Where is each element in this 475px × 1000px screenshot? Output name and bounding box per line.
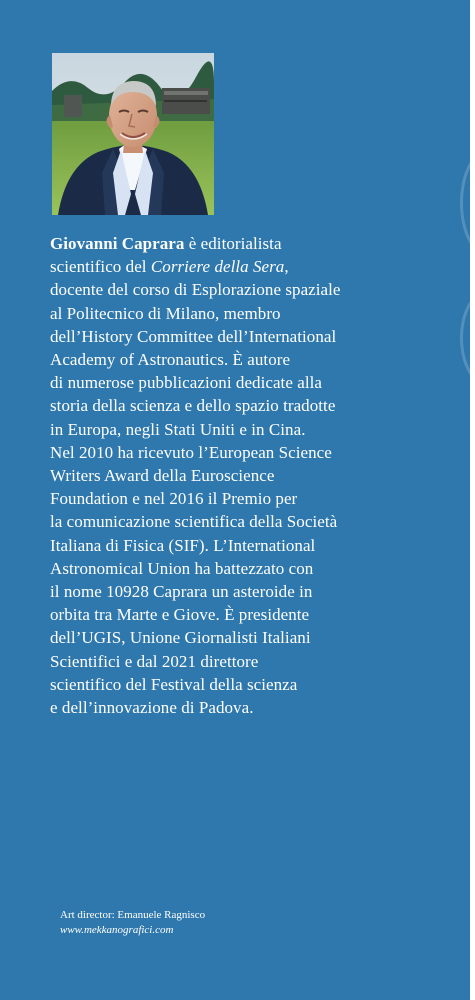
bio-line: la comunicazione scientifica della Società [50,512,338,532]
decorative-arc [460,150,475,256]
bio-line: Astronomical Union ha battezzato con [50,558,314,578]
bio-line: in Europa, negli Stati Uniti e in Cina. [50,419,306,439]
bio-line: Academy of Astronautics. È autore [50,350,291,370]
website-credit: www.mekkanografici.com [60,924,174,936]
bio-line: di numerose pubblicazioni dedicate alla [50,373,322,393]
right-edge-strip [470,0,475,1000]
author-biography [50,232,446,719]
bio-line: Writers Award della Euroscience [50,466,275,486]
bio-line: scientifico del Festival della scienza [50,674,298,694]
bio-line [50,232,446,255]
bio-line: e dell’innovazione di Padova. [50,698,254,718]
bio-line: orbita tra Marte e Giove. È presidente [50,605,310,625]
bio-line: dell’History Committee dell’International [50,326,337,346]
bio-line-text: è editorialista [184,234,282,253]
bio-line: Scientifici e dal 2021 direttore [50,651,259,671]
bio-line: dell’UGIS, Unione Giornalisti Italiani [50,628,311,648]
author-name: Giovanni Caprara [50,234,185,253]
newspaper-name: Corriere della Sera [150,257,285,277]
bio-line: al Politecnico di Milano, membro [50,303,281,323]
bio-line: il nome 10928 Caprara un asteroide in [50,582,313,602]
bio-line: storia della scienza e dello spazio tradotte [50,396,336,416]
bio-line [50,255,446,278]
bio-line: Foundation e nel 2016 il Premio per [50,489,298,509]
credits-block [60,908,205,938]
bio-line: Italiana di Fisica (SIF). L’International [50,535,316,555]
art-director-credit: Art director: Emanuele Ragnisco [60,909,206,921]
bio-line: Nel 2010 ha ricevuto l’European Science [50,442,332,462]
decorative-arc [460,290,475,386]
bio-line: docente del corso di Esplorazione spaziale [50,280,341,300]
bio-line-text: , [284,257,289,277]
author-photo [52,53,214,215]
bio-line-text: scientifico del [50,257,151,277]
